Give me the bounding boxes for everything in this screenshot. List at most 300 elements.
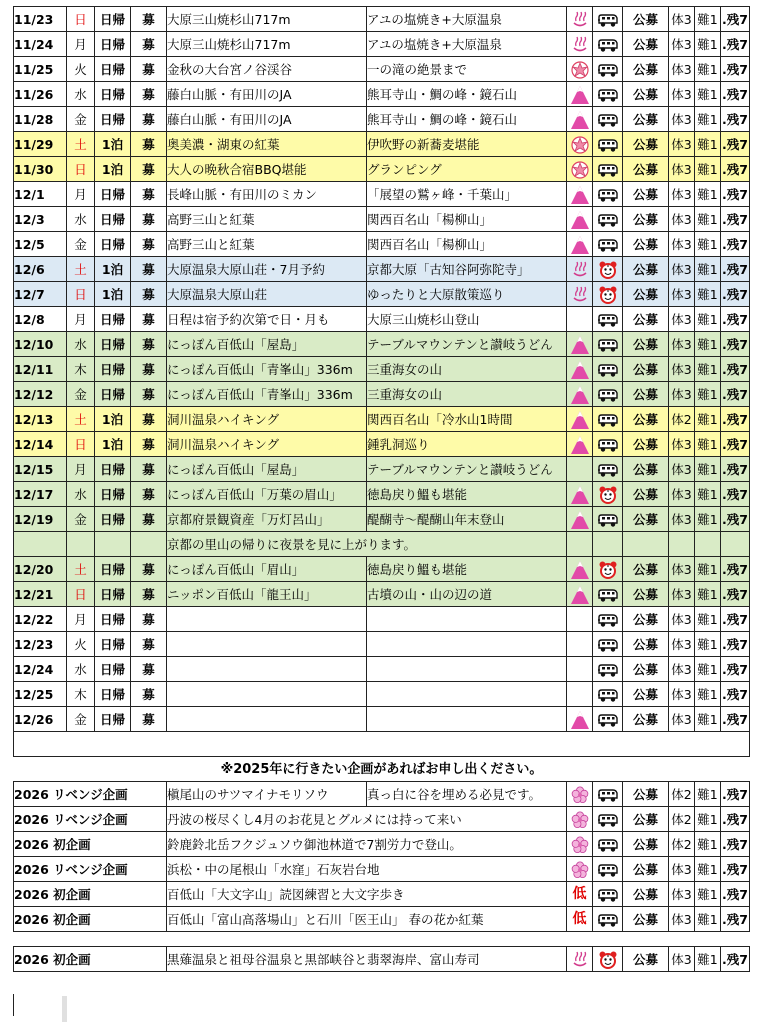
spacer-cell (14, 932, 750, 947)
difficulty-level-cell: 難1 (695, 182, 721, 207)
bus-icon (597, 512, 619, 527)
schedule-row[interactable] (14, 132, 750, 157)
tour-note-cell: アユの塩焼き+大原温泉 (367, 32, 567, 57)
date-cell: 12/12 (14, 382, 67, 407)
seats-remaining-cell: .残7 (721, 332, 750, 357)
stamina-level-cell: 体3 (669, 32, 695, 57)
empty-icon-cell (567, 457, 593, 482)
public-recruit-cell: 公募 (623, 132, 669, 157)
schedule-row[interactable] (14, 582, 750, 607)
icon-cell-category (567, 857, 593, 882)
icon-cell-transport (593, 857, 623, 882)
tour-title-cell: 京都府景観資産「万灯呂山」 (167, 507, 367, 532)
recruit-cell: 募 (131, 257, 167, 282)
stamina-level-cell: 体3 (669, 82, 695, 107)
trip-type-cell: 日帰 (95, 32, 131, 57)
seats-remaining-cell: .残7 (721, 657, 750, 682)
cherry-blossom-icon (571, 812, 589, 827)
low-mountain-icon: 低 (572, 911, 587, 927)
empty-cell (593, 532, 623, 557)
schedule-row[interactable] (14, 657, 750, 682)
tour-note-cell: テーブルマウンテンと讃岐うどん (367, 332, 567, 357)
final-plan-row[interactable] (14, 947, 750, 972)
stamina-level-cell: 体3 (669, 332, 695, 357)
blank-row (14, 732, 750, 757)
bus-icon (597, 212, 619, 227)
tour-title-cell: 洞川温泉ハイキング (167, 407, 367, 432)
icon-cell-transport (593, 557, 623, 582)
trip-type-cell: 日帰 (95, 632, 131, 657)
icon-cell-transport (593, 682, 623, 707)
maple-leaf-icon (571, 62, 589, 77)
seats-remaining-cell: .残7 (721, 232, 750, 257)
tour-note-cell (367, 657, 567, 682)
public-recruit-cell: 公募 (623, 682, 669, 707)
schedule-row[interactable] (14, 282, 750, 307)
public-recruit-cell: 公募 (623, 907, 669, 932)
seats-remaining-cell: .残7 (721, 832, 750, 857)
public-recruit-cell: 公募 (623, 507, 669, 532)
tour-note-cell: ゆったりと大原散策巡り (367, 282, 567, 307)
tour-title-cell: にっぽん百低山「青峯山」336m (167, 382, 367, 407)
tour-title-cell: にっぽん百低山「屋島」 (167, 457, 367, 482)
empty-cell (14, 532, 67, 557)
icon-cell-transport (593, 507, 623, 532)
trip-type-cell: 1泊 (95, 132, 131, 157)
night-view-note: 京都の里山の帰りに夜景を見に上がります。 (167, 532, 567, 557)
recruit-cell: 募 (131, 107, 167, 132)
empty-cell (567, 532, 593, 557)
tour-note-cell: 「展望の鷲ヶ峰・千葉山」 (367, 182, 567, 207)
difficulty-level-cell: 難1 (695, 682, 721, 707)
hot-spring-icon (571, 287, 589, 302)
schedule-row[interactable] (14, 557, 750, 582)
bus-icon (597, 912, 619, 927)
schedule-row[interactable] (14, 232, 750, 257)
date-cell: 12/21 (14, 582, 67, 607)
icon-cell-category (567, 7, 593, 32)
difficulty-level-cell: 難1 (695, 232, 721, 257)
empty-cell (669, 532, 695, 557)
public-recruit-cell: 公募 (623, 947, 669, 972)
trip-type-cell: 日帰 (95, 82, 131, 107)
weekday-cell: 金 (67, 382, 95, 407)
bus-icon (597, 312, 619, 327)
weekday-cell: 日 (67, 7, 95, 32)
icon-cell-transport (593, 907, 623, 932)
weekday-cell: 日 (67, 432, 95, 457)
public-recruit-cell: 公募 (623, 357, 669, 382)
seats-remaining-cell: .残7 (721, 707, 750, 732)
trip-type-cell: 1泊 (95, 157, 131, 182)
seats-remaining-cell: .残7 (721, 357, 750, 382)
trip-type-cell: 1泊 (95, 282, 131, 307)
plan-row[interactable] (14, 782, 750, 807)
recruit-cell: 募 (131, 607, 167, 632)
bus-icon (597, 362, 619, 377)
bus-icon (597, 187, 619, 202)
stamina-level-cell: 体3 (669, 457, 695, 482)
icon-cell-category (567, 807, 593, 832)
plan-row[interactable] (14, 882, 750, 907)
seats-remaining-cell: .残7 (721, 182, 750, 207)
seats-remaining-cell: .残7 (721, 7, 750, 32)
icon-cell-category (567, 707, 593, 732)
recruit-cell: 募 (131, 282, 167, 307)
bus-icon (597, 137, 619, 152)
recruit-cell: 募 (131, 357, 167, 382)
difficulty-level-cell: 難1 (695, 357, 721, 382)
empty-cell (131, 532, 167, 557)
plan-row[interactable] (14, 807, 750, 832)
date-cell: 11/23 (14, 7, 67, 32)
seats-remaining-cell: .残7 (721, 782, 750, 807)
weekday-cell: 水 (67, 482, 95, 507)
weekday-cell: 金 (67, 232, 95, 257)
difficulty-level-cell: 難1 (695, 257, 721, 282)
icon-cell-category (567, 107, 593, 132)
difficulty-level-cell: 難1 (695, 882, 721, 907)
icon-cell-category (567, 507, 593, 532)
tour-note-cell: 徳島戻り鰮も堪能 (367, 557, 567, 582)
seats-remaining-cell: .残7 (721, 157, 750, 182)
plan-title-cell: 百低山「大文字山」読図練習と大文字歩き (167, 882, 567, 907)
schedule-row[interactable] (14, 507, 750, 532)
tour-title-cell: 大原三山焼杉山717m (167, 7, 367, 32)
schedule-row[interactable] (14, 82, 750, 107)
stamina-level-cell: 体3 (669, 207, 695, 232)
recruit-cell: 募 (131, 482, 167, 507)
icon-cell-category (567, 947, 593, 972)
plan-title-cell: 丹波の桜尽くし4月のお花見とグルメには持って来い (167, 807, 567, 832)
schedule-row[interactable] (14, 482, 750, 507)
icon-cell-category (567, 782, 593, 807)
trip-type-cell: 日帰 (95, 332, 131, 357)
plan-title-cell: 鈴鹿鈴北岳フクジュソウ御池林道で7割労力で登山。 (167, 832, 567, 857)
icon-cell-category (567, 382, 593, 407)
stamina-level-cell: 体3 (669, 7, 695, 32)
mountain-icon (570, 387, 590, 402)
weekday-cell: 日 (67, 157, 95, 182)
icon-cell-transport (593, 307, 623, 332)
schedule-row[interactable] (14, 32, 750, 57)
tour-note-cell: テーブルマウンテンと讃岐うどん (367, 457, 567, 482)
difficulty-level-cell: 難1 (695, 57, 721, 82)
mountain-icon (570, 587, 590, 602)
bus-icon (597, 587, 619, 602)
schedule-row[interactable] (14, 382, 750, 407)
weekday-cell: 日 (67, 582, 95, 607)
plan-code-cell: 2026 初企画 (14, 947, 167, 972)
trip-type-cell: 日帰 (95, 382, 131, 407)
icon-cell-transport (593, 457, 623, 482)
icon-cell-transport (593, 832, 623, 857)
tour-title-cell: 大原三山焼杉山717m (167, 32, 367, 57)
plan-row[interactable] (14, 832, 750, 857)
icon-cell-category (567, 82, 593, 107)
plan-row[interactable] (14, 907, 750, 932)
date-cell: 12/25 (14, 682, 67, 707)
tour-title-cell: にっぽん百低山「眉山」 (167, 557, 367, 582)
schedule-row[interactable] (14, 332, 750, 357)
schedule-table (13, 6, 750, 972)
bus-icon (597, 437, 619, 452)
mountain-icon (570, 562, 590, 577)
tour-note-cell: 大原三山焼杉山登山 (367, 307, 567, 332)
empty-cell (695, 532, 721, 557)
recruit-cell: 募 (131, 332, 167, 357)
icon-cell-category (567, 907, 593, 932)
public-recruit-cell: 公募 (623, 432, 669, 457)
icon-cell-category (567, 157, 593, 182)
public-recruit-cell: 公募 (623, 457, 669, 482)
stamina-level-cell: 体3 (669, 947, 695, 972)
tour-title-cell: にっぽん百低山「青峯山」336m (167, 357, 367, 382)
weekday-cell: 月 (67, 457, 95, 482)
tour-title-cell: 藤白山脈・有田川のJA (167, 82, 367, 107)
public-recruit-cell: 公募 (623, 257, 669, 282)
seats-remaining-cell: .残7 (721, 282, 750, 307)
schedule-row[interactable] (14, 357, 750, 382)
schedule-row[interactable] (14, 182, 750, 207)
mountain-icon (570, 212, 590, 227)
bus-icon (597, 462, 619, 477)
plan-code-cell: 2026 リベンジ企画 (14, 857, 167, 882)
tour-title-cell: ニッポン百低山「龍王山」 (167, 582, 367, 607)
schedule-row[interactable] (14, 457, 750, 482)
recruit-cell: 募 (131, 707, 167, 732)
tour-note-cell: 関西百名山「冷水山1時間 (367, 407, 567, 432)
public-recruit-cell: 公募 (623, 707, 669, 732)
public-recruit-cell: 公募 (623, 607, 669, 632)
date-cell: 11/26 (14, 82, 67, 107)
stamina-level-cell: 体3 (669, 582, 695, 607)
difficulty-level-cell: 難1 (695, 107, 721, 132)
recruit-cell: 募 (131, 132, 167, 157)
weekday-cell: 月 (67, 182, 95, 207)
trip-type-cell: 日帰 (95, 357, 131, 382)
bus-icon (597, 837, 619, 852)
plan-title-cell: 黒薙温泉と祖母谷温泉と黒部峡谷と翡翠海岸、富山寿司 (167, 947, 567, 972)
schedule-row[interactable] (14, 157, 750, 182)
difficulty-level-cell: 難1 (695, 582, 721, 607)
schedule-row[interactable] (14, 307, 750, 332)
seats-remaining-cell: .残7 (721, 882, 750, 907)
icon-cell-transport (593, 57, 623, 82)
bus-icon (597, 887, 619, 902)
public-recruit-cell: 公募 (623, 232, 669, 257)
icon-cell-category (567, 557, 593, 582)
tiger-icon (598, 562, 618, 577)
recruit-cell: 募 (131, 407, 167, 432)
tour-note-cell (367, 607, 567, 632)
public-recruit-cell: 公募 (623, 807, 669, 832)
schedule-row[interactable] (14, 432, 750, 457)
date-cell: 12/14 (14, 432, 67, 457)
recruit-cell: 募 (131, 457, 167, 482)
difficulty-level-cell: 難1 (695, 7, 721, 32)
schedule-row[interactable] (14, 707, 750, 732)
icon-cell-category (567, 182, 593, 207)
stamina-level-cell: 体3 (669, 482, 695, 507)
tour-title-cell: 金秋の大台宮ノ谷渓谷 (167, 57, 367, 82)
bus-icon (597, 412, 619, 427)
seats-remaining-cell: .残7 (721, 557, 750, 582)
difficulty-level-cell: 難1 (695, 657, 721, 682)
stamina-level-cell: 体3 (669, 132, 695, 157)
mountain-icon (570, 112, 590, 127)
recruit-cell: 募 (131, 557, 167, 582)
tour-note-cell (367, 632, 567, 657)
stamina-level-cell: 体3 (669, 507, 695, 532)
schedule-row[interactable] (14, 632, 750, 657)
icon-cell-transport (593, 432, 623, 457)
schedule-row[interactable] (14, 407, 750, 432)
stamina-level-cell: 体2 (669, 807, 695, 832)
icon-cell-transport (593, 82, 623, 107)
bus-icon (597, 787, 619, 802)
tour-title-cell: 洞川温泉ハイキング (167, 432, 367, 457)
mountain-icon (570, 187, 590, 202)
schedule-row[interactable] (14, 7, 750, 32)
icon-cell-transport (593, 947, 623, 972)
public-recruit-cell: 公募 (623, 582, 669, 607)
icon-cell-transport (593, 782, 623, 807)
tour-note-cell: 古墳の山・山の辺の道 (367, 582, 567, 607)
seats-remaining-cell: .残7 (721, 57, 750, 82)
trip-type-cell: 日帰 (95, 582, 131, 607)
cherry-blossom-icon (571, 787, 589, 802)
stamina-level-cell: 体3 (669, 357, 695, 382)
weekday-cell: 月 (67, 307, 95, 332)
tour-title-cell: 藤白山脈・有田川のJA (167, 107, 367, 132)
stamina-level-cell: 体3 (669, 557, 695, 582)
cherry-blossom-icon (571, 837, 589, 852)
tiger-icon (598, 487, 618, 502)
icon-cell-transport (593, 482, 623, 507)
trip-type-cell: 1泊 (95, 407, 131, 432)
date-cell: 11/29 (14, 132, 67, 157)
icon-cell-category (567, 32, 593, 57)
schedule-row[interactable] (14, 682, 750, 707)
public-recruit-cell: 公募 (623, 407, 669, 432)
icon-cell-transport (593, 882, 623, 907)
difficulty-level-cell: 難1 (695, 432, 721, 457)
trip-type-cell: 日帰 (95, 707, 131, 732)
bus-icon (597, 12, 619, 27)
spacer-row (14, 932, 750, 947)
icon-cell-category (567, 232, 593, 257)
schedule-row[interactable] (14, 607, 750, 632)
weekday-cell: 土 (67, 407, 95, 432)
empty-icon-cell (567, 607, 593, 632)
icon-cell-category (567, 832, 593, 857)
bus-icon (597, 37, 619, 52)
weekday-cell: 月 (67, 32, 95, 57)
note-row (14, 532, 750, 557)
seats-remaining-cell: .残7 (721, 107, 750, 132)
difficulty-level-cell: 難1 (695, 782, 721, 807)
icon-cell-transport (593, 807, 623, 832)
schedule-row[interactable] (14, 257, 750, 282)
stamina-level-cell: 体2 (669, 832, 695, 857)
seats-remaining-cell: .残7 (721, 632, 750, 657)
tour-note-cell: 熊耳寺山・鯛の峰・鏡石山 (367, 107, 567, 132)
trip-type-cell: 1泊 (95, 432, 131, 457)
icon-cell-transport (593, 207, 623, 232)
stamina-level-cell: 体3 (669, 607, 695, 632)
plan-row[interactable] (14, 857, 750, 882)
schedule-row[interactable] (14, 207, 750, 232)
icon-cell-transport (593, 707, 623, 732)
public-recruit-cell: 公募 (623, 157, 669, 182)
empty-cell (67, 532, 95, 557)
tour-note-cell: 一の滝の絶景まで (367, 57, 567, 82)
bus-icon (597, 387, 619, 402)
trip-type-cell: 日帰 (95, 232, 131, 257)
tour-note-cell (367, 682, 567, 707)
schedule-row[interactable] (14, 107, 750, 132)
bus-icon (597, 162, 619, 177)
date-cell: 12/22 (14, 607, 67, 632)
date-cell: 12/26 (14, 707, 67, 732)
difficulty-level-cell: 難1 (695, 907, 721, 932)
tour-title-cell: 高野三山と紅葉 (167, 232, 367, 257)
tour-title-cell (167, 607, 367, 632)
public-recruit-cell: 公募 (623, 482, 669, 507)
tour-title-cell: 大原温泉大原山荘 (167, 282, 367, 307)
difficulty-level-cell: 難1 (695, 482, 721, 507)
icon-cell-category (567, 357, 593, 382)
tour-title-cell: 大原温泉大原山荘・7月予約 (167, 257, 367, 282)
mountain-icon (570, 362, 590, 377)
icon-cell-transport (593, 657, 623, 682)
tour-title-cell (167, 657, 367, 682)
difficulty-level-cell: 難1 (695, 157, 721, 182)
public-recruit-cell: 公募 (623, 657, 669, 682)
blank-row-cell (14, 732, 750, 757)
difficulty-level-cell: 難1 (695, 947, 721, 972)
tour-title-cell: 高野三山と紅葉 (167, 207, 367, 232)
mountain-icon (570, 487, 590, 502)
seats-remaining-cell: .残7 (721, 32, 750, 57)
stamina-level-cell: 体3 (669, 857, 695, 882)
schedule-row[interactable] (14, 57, 750, 82)
recruit-cell: 募 (131, 82, 167, 107)
stamina-level-cell: 体3 (669, 182, 695, 207)
low-mountain-icon: 低 (572, 886, 587, 902)
date-cell: 12/7 (14, 282, 67, 307)
tour-note-cell: 関西百名山「楊柳山」 (367, 207, 567, 232)
mountain-icon (570, 437, 590, 452)
weekday-cell: 金 (67, 107, 95, 132)
tiger-icon (598, 952, 618, 967)
date-cell: 11/28 (14, 107, 67, 132)
trip-type-cell: 日帰 (95, 457, 131, 482)
mountain-icon (570, 337, 590, 352)
date-cell: 12/11 (14, 357, 67, 382)
bus-icon (597, 812, 619, 827)
empty-icon-cell (567, 682, 593, 707)
trip-type-cell: 日帰 (95, 557, 131, 582)
public-recruit-cell: 公募 (623, 307, 669, 332)
weekday-cell: 火 (67, 57, 95, 82)
seats-remaining-cell: .残7 (721, 307, 750, 332)
trip-type-cell: 日帰 (95, 657, 131, 682)
seats-remaining-cell: .残7 (721, 682, 750, 707)
weekday-cell: 月 (67, 607, 95, 632)
difficulty-level-cell: 難1 (695, 457, 721, 482)
